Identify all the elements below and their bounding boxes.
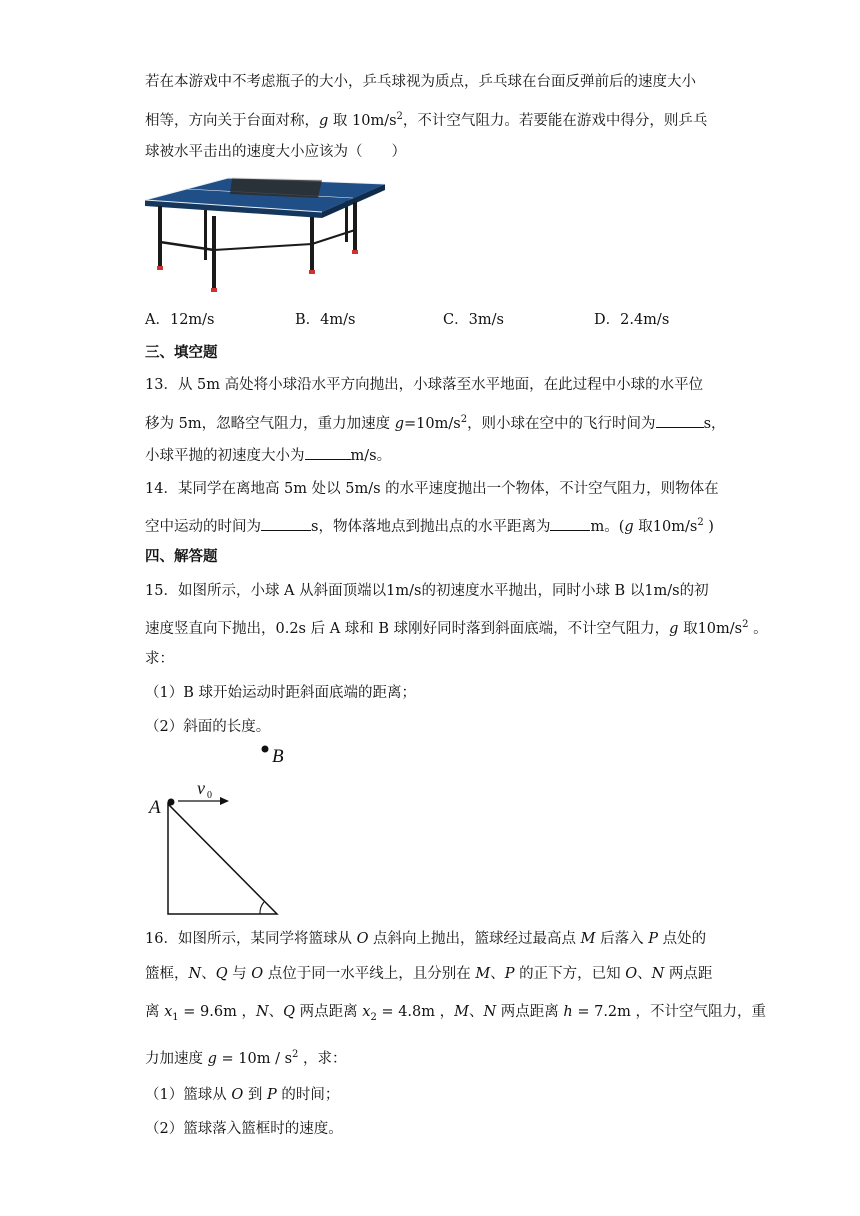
q15-sub-1: （1）B 球开始运动时距斜面底端的距离； <box>145 685 416 701</box>
label-v0-sub: 0 <box>207 790 212 801</box>
q13-blank-2[interactable] <box>305 445 351 460</box>
q16-line-1: 16．如图所示，某同学将篮球从 O 点斜向上抛出，篮球经过最高点 M 后落入 P 点处的 <box>145 931 707 947</box>
q16-sub-1: （1）篮球从 O 到 P 的时间； <box>145 1087 340 1103</box>
incline-figure <box>140 738 300 923</box>
label-v0: v <box>197 778 205 798</box>
q15-line-1: 15．如图所示，小球 A 从斜面顶端以1m/s的初速度水平抛出，同时小球 B 以1m/s的初 <box>145 583 709 599</box>
label-a: A <box>149 797 161 818</box>
option-d: D．2.4m/s <box>594 312 670 328</box>
q13-blank-1[interactable] <box>656 413 704 428</box>
q14-blank-1[interactable] <box>261 516 311 531</box>
q15-line-3: 求： <box>145 651 174 667</box>
ping-pong-table-image <box>140 172 390 297</box>
q16-sub-2: （2）篮球落入篮框时的速度。 <box>145 1121 343 1137</box>
q13-line-1: 13．从 5m 高处将小球沿水平方向抛出，小球落至水平地面，在此过程中小球的水平位 <box>145 377 704 393</box>
q13-line-3: 小球平抛的初速度大小为 m/s。 <box>145 445 391 466</box>
q16-line-4: 力加速度 $g = 10m / s^2$ ，求： <box>145 1049 347 1067</box>
q16-line-3: 离 $x_1 = 9.6m$ ，N、Q 两点距离 $x_2 = 4.8m$ ，M、N 两点距离 h = 7.2m ，不计空气阻力，重 <box>145 1004 767 1023</box>
q14-line-2: 空中运动的时间为 s，物体落地点到抛出点的水平距离为 m。(g 取$10m/s^2$ ) <box>145 517 714 535</box>
q13-line-2: 移为 5m，忽略空气阻力，重力加速度 $g=10m/s^2$，则小球在空中的飞行时间为 s， <box>145 414 726 432</box>
q14-blank-2[interactable] <box>550 516 590 531</box>
option-b: B．4m/s <box>295 312 356 328</box>
option-a: A．12m/s <box>145 312 215 328</box>
q15-sub-2: （2）斜面的长度。 <box>145 719 271 735</box>
option-c: C．3m/s <box>443 312 504 328</box>
q12-line-1: 若在本游戏中不考虑瓶子的大小，乒乓球视为质点，乒乓球在台面反弹前后的速度大小 <box>145 74 696 90</box>
label-b: B <box>272 746 284 767</box>
q12-line-3: 球被水平击出的速度大小应该为（ ） <box>145 144 406 160</box>
section-heading-fill-in: 三、填空题 <box>145 344 218 361</box>
section-heading-solution: 四、解答题 <box>145 548 218 565</box>
q14-line-1: 14．某同学在离地高 5m 处以 5m/s 的水平速度抛出一个物体，不计空气阻力，则物体在 <box>145 481 719 497</box>
q12-line-2: 相等，方向关于台面对称，g 取 $10m/s^2$，不计空气阻力。若要能在游戏中得分，则乒乓 <box>145 111 708 129</box>
q16-line-2: 篮框，N、Q 与 O 点位于同一水平线上，且分别在 M、P 的正下方，已知 O、N 两点距 <box>145 966 713 982</box>
q15-line-2: 速度竖直向下抛出，0.2s 后 A 球和 B 球刚好同时落到斜面底端，不计空气阻力，g 取$10m/s^2$ 。 <box>145 619 768 637</box>
